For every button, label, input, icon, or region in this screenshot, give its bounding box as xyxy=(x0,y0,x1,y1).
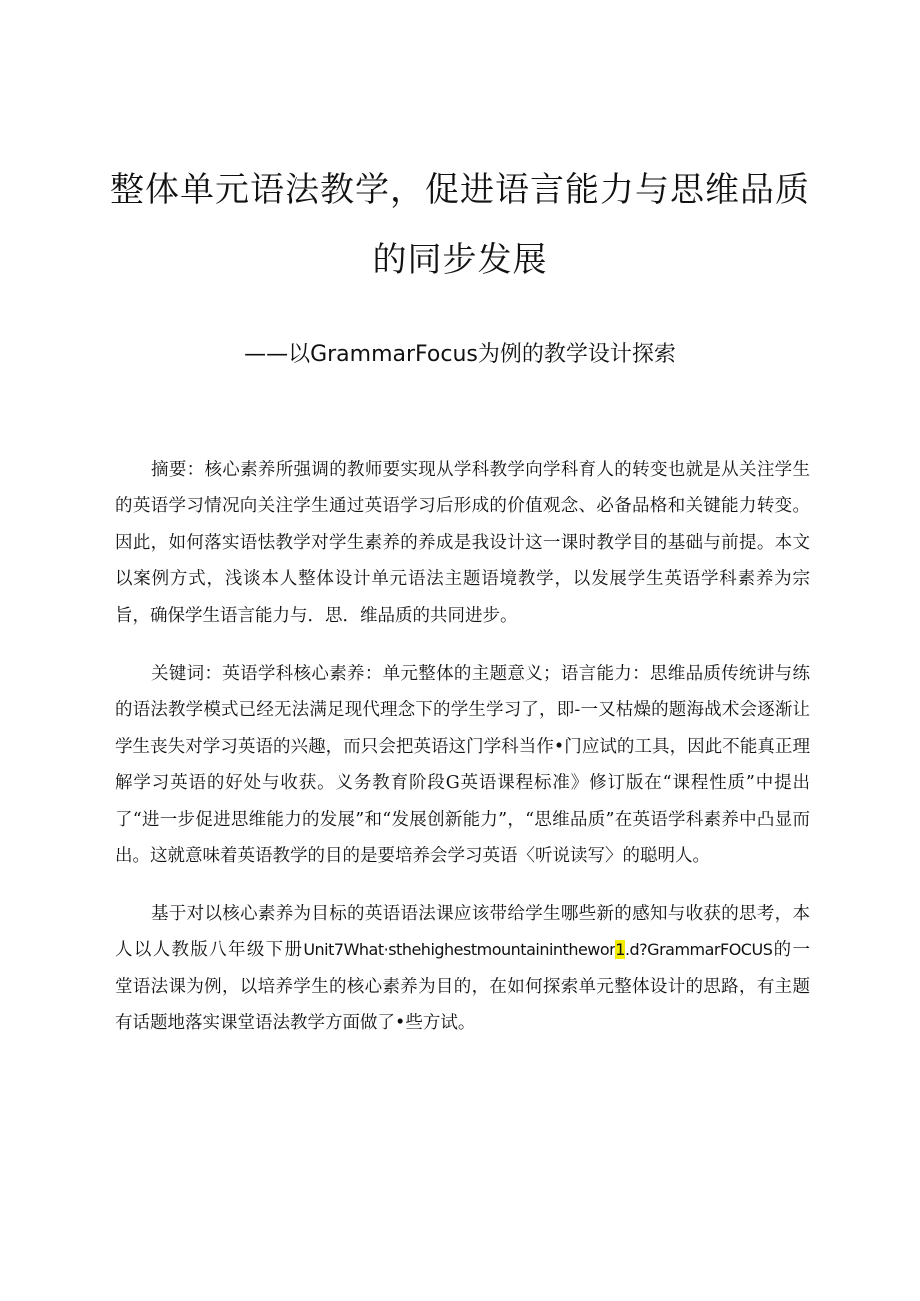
basis-text-part1: 基于对以核心素养为目标的英语语法课应该带给学生哪些新的感知与收获的思考，本人以人教版八年级下册 xyxy=(115,904,810,961)
abstract-text: 摘要：核心素养所强调的教师要实现从学科教学向学科育人的转变也就是从关注学生的英语学习情况向关注学生通过英语学习后形成的价值观念、必备品格和关键能力转变。因此，如何落实语怯教学对学生素养的养成是我设计这一课时教学目的基础与前提。本文以案例方式，浅谈本人整体设计单元语法主题语境教学，以发展学生英语学科素养为宗旨，确保学生语言能力与．思．维品质的共同进步。 xyxy=(115,460,810,626)
basis-text-part2: 的一堂语法课为例，以培养学生的核心素养为目的，在如何探索单元整体设计的思路，有主题有话题地落实课堂语法教学方面做了•些方试。 xyxy=(115,940,811,1034)
basis-paragraph xyxy=(115,896,810,1042)
keywords-paragraph xyxy=(115,656,810,874)
keywords-text: 关键词：英语学科核心素养：单元整体的主题意义；语言能力：思维品质传统讲与练的语法教学模式已经无法满足现代理念下的学生学习了，即-一又枯燥的题海战术会逐渐让学生丧失对学习英语的兴趣，而只会把英语这门学科当作•门应试的工具，因此不能真正理解学习英语的好处与收获。义务教育阶段G英语课程标准》修订版在“课程性质”中提出了“进一步促进思维能力的发展”和“发展创新能力”，“思维品质”在英语学科素养中凸显而出。这就意味着英语教学的目的是要培养会学习英语〈听说读写〉的聪明人。 xyxy=(115,664,810,867)
title-line-2: 的同步发展 xyxy=(372,240,548,280)
title-line-1: 整体单元语法教学，促进语言能力与思维品质 xyxy=(110,170,810,210)
abstract-paragraph xyxy=(115,452,810,634)
highlighted-character: 1 xyxy=(615,940,625,960)
basis-grammar-focus-reference: .d?GrammarFOCUS xyxy=(624,940,773,960)
subtitle: ——以GrammarFocus为例的教学设计探索 xyxy=(244,342,676,367)
basis-unit-reference: Unit7What·sthehighestmountaininthewor xyxy=(303,940,616,960)
